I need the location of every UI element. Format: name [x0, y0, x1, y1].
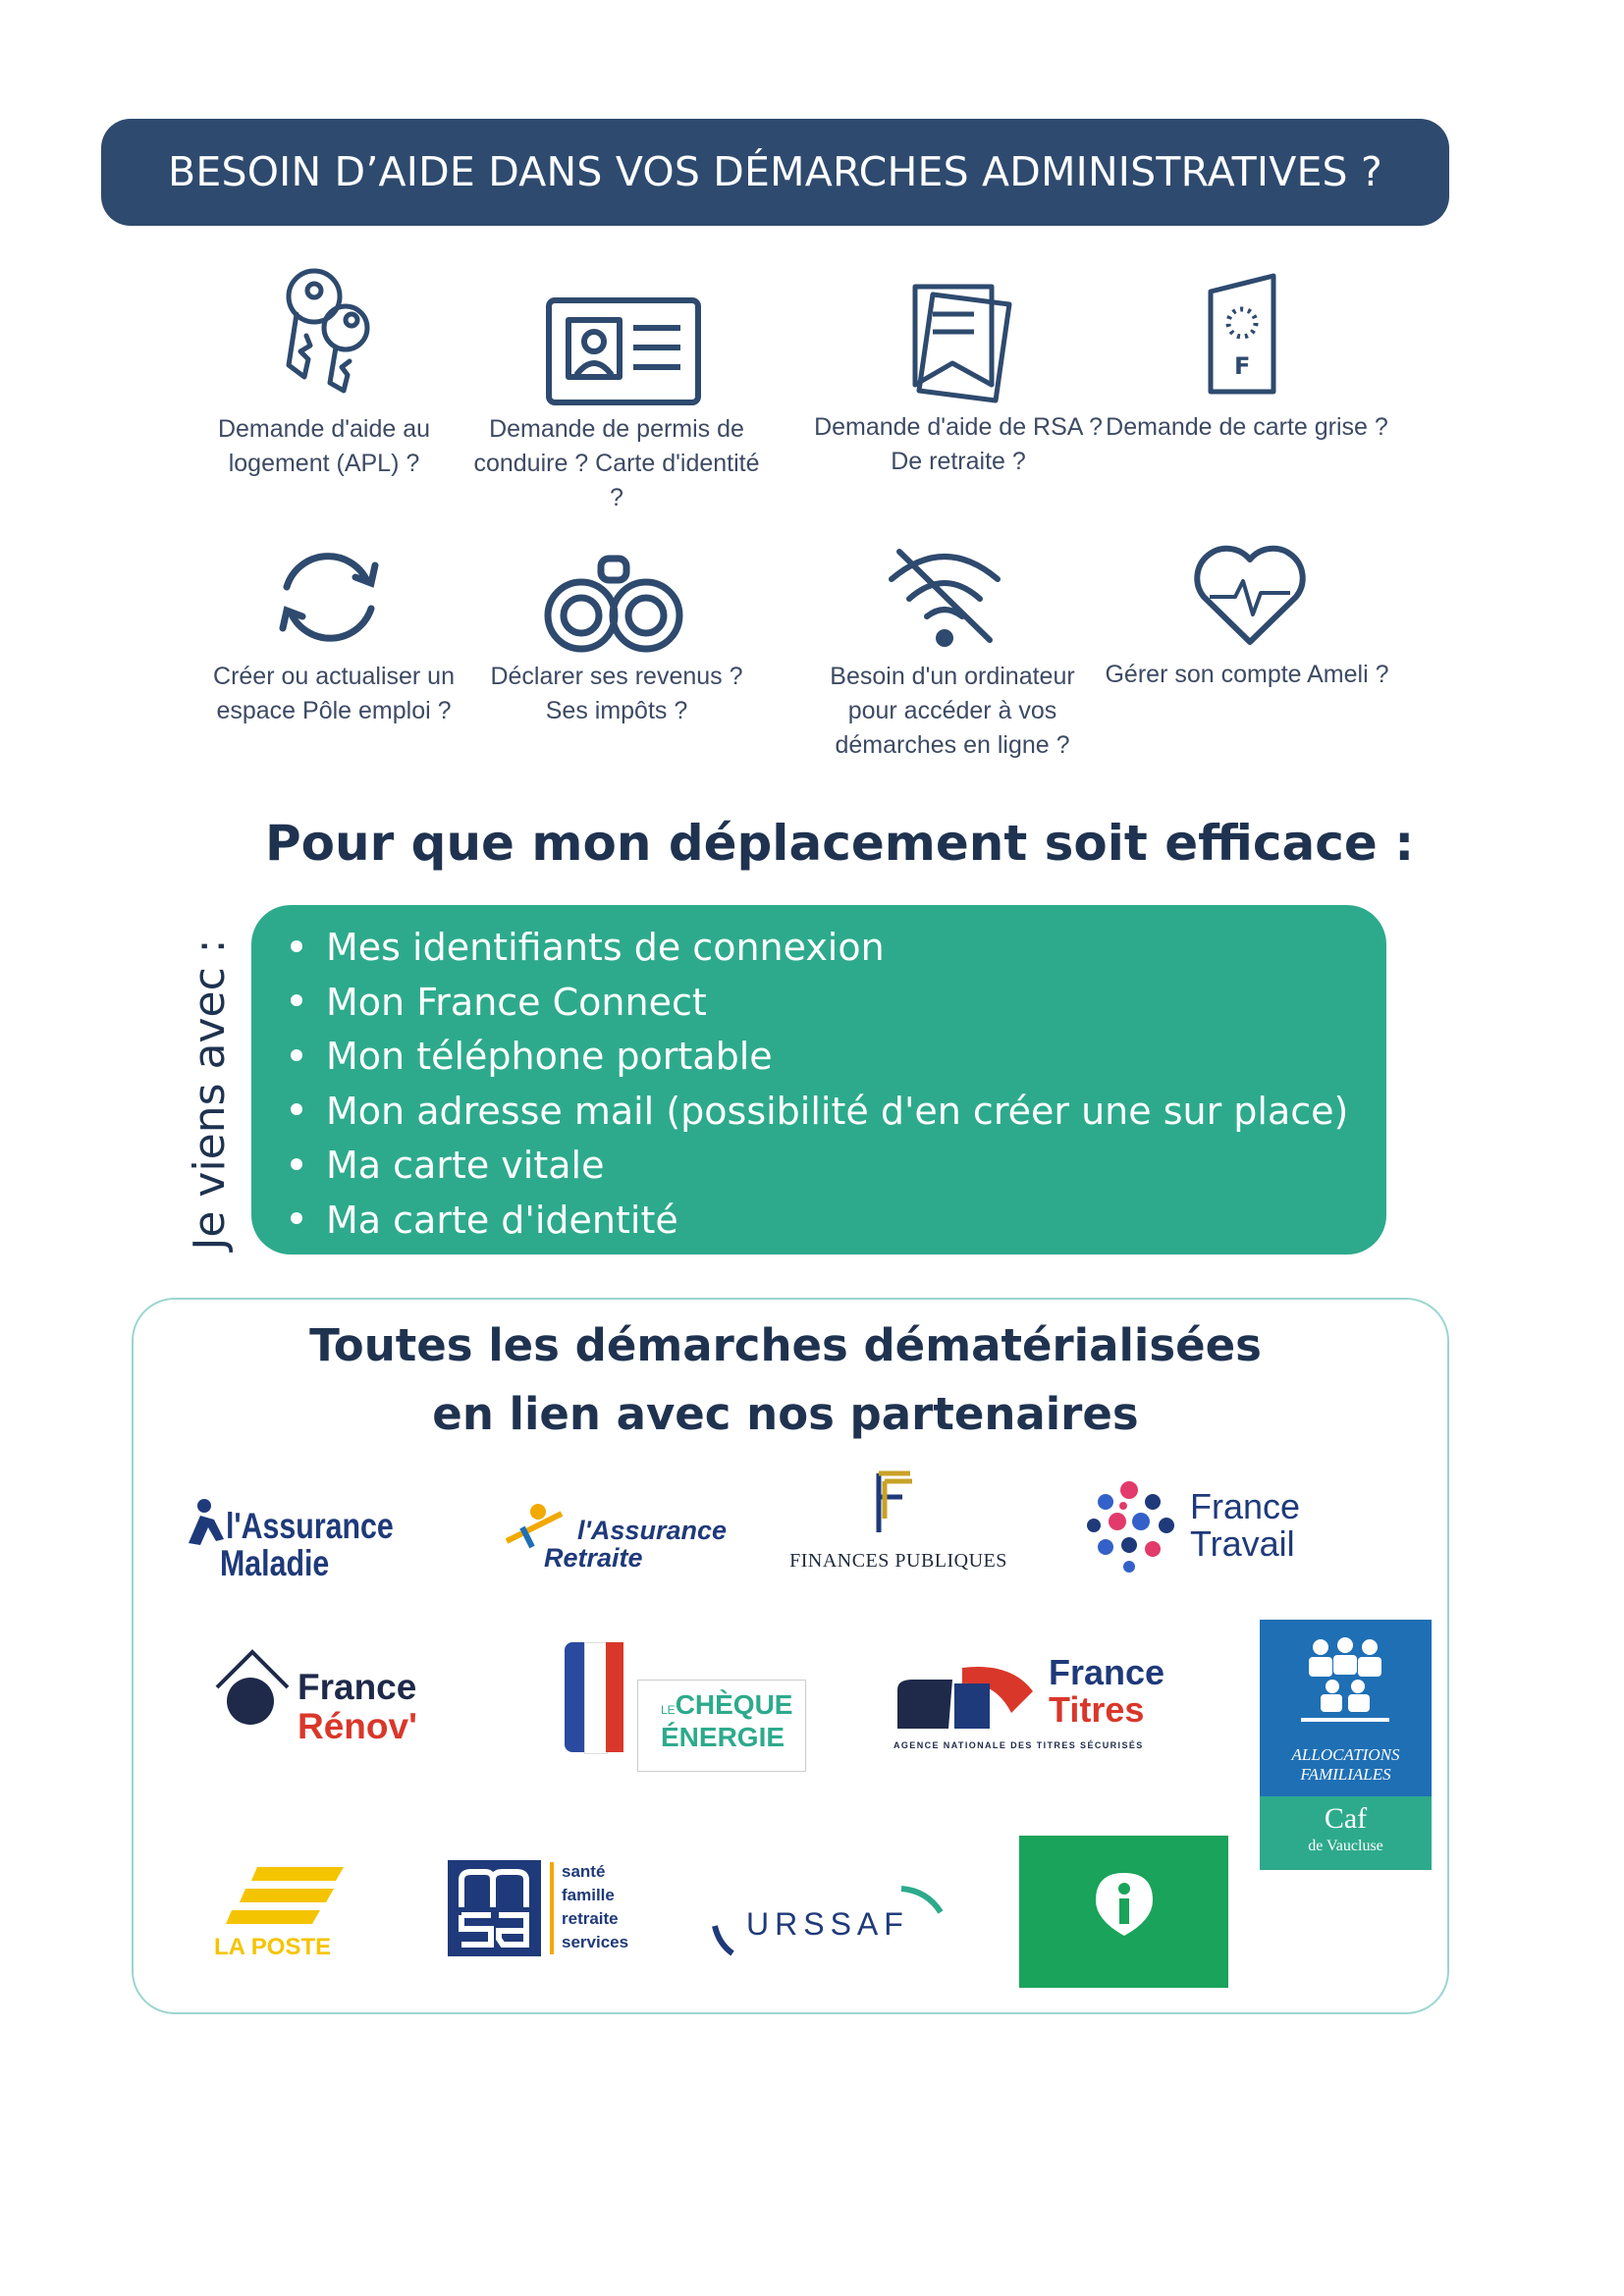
keys-icon [257, 257, 395, 395]
urssaf-logo: URSSAF [709, 1875, 964, 1963]
refresh-icon [265, 538, 393, 656]
checklist-item: Mon France Connect [291, 976, 1386, 1031]
service-label: Demande de carte grise ? [1106, 413, 1388, 441]
checklist-side-label: Je viens avec : [185, 938, 235, 1251]
checklist-item: Ma carte d'identité [291, 1194, 1386, 1249]
la-poste-logo: LA POSTE [208, 1865, 355, 1963]
id-card-icon [545, 287, 702, 409]
heart-pulse-icon [1190, 540, 1310, 650]
finances-publiques-logo: FINANCES PUBLIQUES [781, 1468, 1016, 1575]
service-label: Demande d'aide de RSA ? De retraite ? [814, 413, 1103, 475]
documents-icon [893, 277, 1031, 414]
point-info-logo [1019, 1836, 1228, 1988]
page-title: BESOIN D’AIDE DANS VOS DÉMARCHES ADMINISTRATIVES ? [101, 119, 1449, 226]
checklist-item: Mes identifiants de connexion [291, 921, 1386, 976]
assurance-maladie-logo: l'Assurance Maladie [175, 1482, 450, 1590]
france-titres-logo: France Titres AGENCE NATIONALE DES TITRES SÉCURISÉS [893, 1652, 1165, 1750]
checklist-box [251, 905, 1386, 1255]
service-label: Gérer son compte Ameli ? [1105, 661, 1389, 688]
no-wifi-icon [884, 538, 1006, 656]
service-label: Demande de permis de conduire ? Carte d'identité ? [473, 415, 760, 511]
partners-title: Toutes les démarches dématérialisées en lien avec nos partenaires [309, 1319, 1262, 1440]
checklist-item: Mon adresse mail (possibilité d'en créer une sur place) [291, 1085, 1386, 1140]
service-label: Demande d'aide au logement (APL) ? [217, 415, 431, 477]
checklist-item: Ma carte vitale [291, 1139, 1386, 1194]
cheque-energie-logo: LECHÈQUE ÉNERGIE [565, 1634, 820, 1777]
checklist-item: Mon téléphone portable [291, 1030, 1386, 1085]
assurance-retraite-logo: l'Assurance Retraite [499, 1492, 725, 1580]
service-label: Déclarer ses revenus ? Ses impôts ? [490, 663, 743, 724]
service-label: Créer ou actualiser un espace Pôle emploi ? [213, 663, 455, 724]
binoculars-icon [540, 545, 687, 658]
service-label: Besoin d'un ordinateur pour accéder à vos démarches en ligne ? [830, 663, 1075, 759]
checklist-title: Pour que mon déplacement soit efficace : [265, 815, 1415, 872]
france-renov-logo: France Rénov' [211, 1644, 476, 1782]
france-travail-logo: France Travail [1080, 1472, 1335, 1580]
vehicle-registration-icon [1203, 270, 1291, 398]
msa-logo: santé famille retraite services [448, 1860, 654, 1968]
svg-text:F: F [1234, 352, 1251, 380]
caf-logo: ALLOCATIONS FAMILIALES Caf de Vaucluse [1260, 1620, 1432, 1870]
